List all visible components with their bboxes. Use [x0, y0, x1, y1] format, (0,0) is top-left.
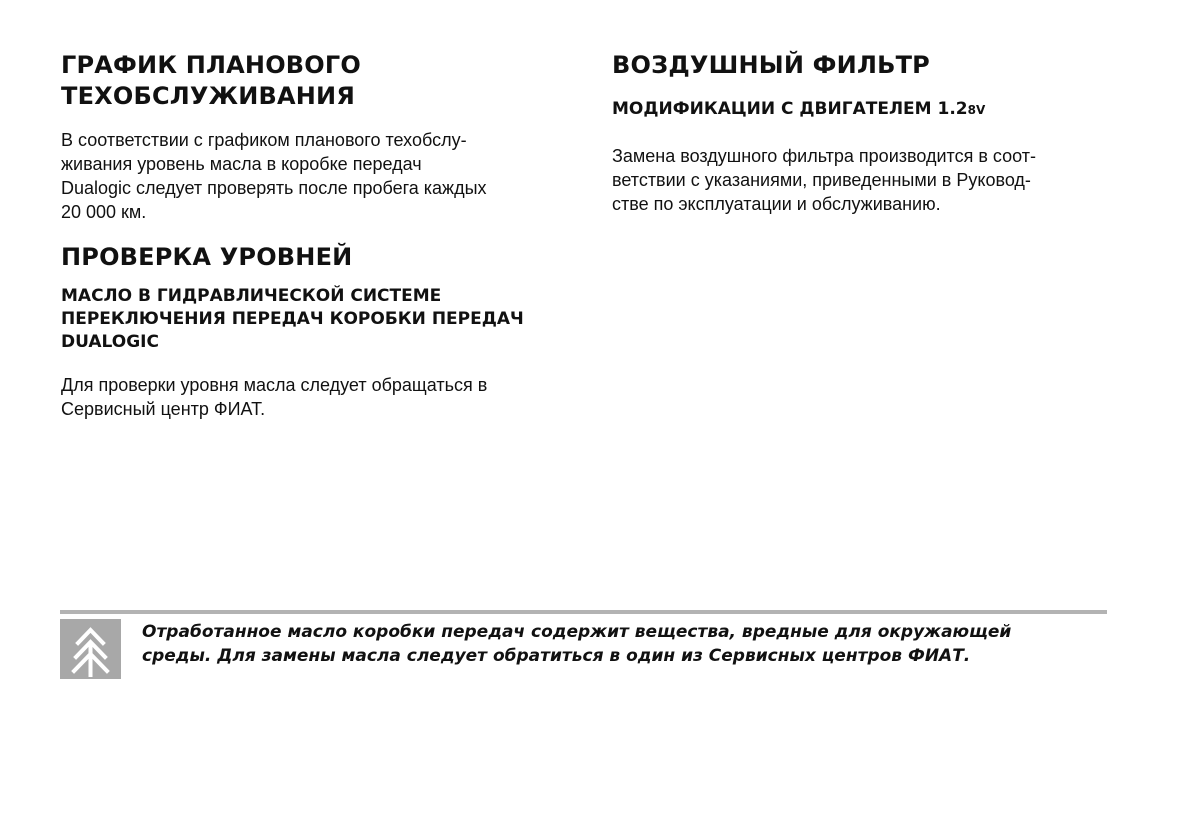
- level-check-paragraph: [61, 373, 561, 421]
- paragraph-line: В соответствии с графиком планового техобслу-: [61, 130, 467, 150]
- maintenance-schedule-heading: [61, 50, 561, 112]
- air-filter-heading: ВОЗДУШНЫЙ ФИЛЬТР: [612, 51, 930, 79]
- heading-line: ГРАФИК ПЛАНОВОГО: [61, 51, 361, 79]
- hydraulic-oil-subheading: [61, 285, 561, 354]
- level-check-heading: ПРОВЕРКА УРОВНЕЙ: [61, 243, 353, 271]
- maintenance-schedule-paragraph: [61, 128, 561, 224]
- subheading-text: МОДИФИКАЦИИ С ДВИГАТЕЛЕМ 1.2: [612, 99, 968, 119]
- paragraph-line: Сервисный центр ФИАТ.: [61, 399, 266, 419]
- engine-suffix: 8V: [967, 103, 986, 117]
- air-filter-paragraph: [612, 144, 1112, 216]
- warning-line: среды. Для замены масла следует обратиться в один из Сервисных центров ФИАТ.: [142, 646, 971, 666]
- paragraph-line: ветствии с указаниями, приведенными в Руковод-: [612, 170, 1031, 190]
- engine-modification-subheading: [612, 98, 1112, 122]
- paragraph-line: Dualogic следует проверять после пробега каждых: [61, 178, 487, 198]
- paragraph-line: стве по эксплуатации и обслуживанию.: [612, 194, 941, 214]
- subheading-line: ПЕРЕКЛЮЧЕНИЯ ПЕРЕДАЧ КОРОБКИ ПЕРЕДАЧ: [61, 309, 524, 329]
- heading-line: ТЕХОБСЛУЖИВАНИЯ: [61, 82, 355, 110]
- paragraph-line: Замена воздушного фильтра производится в соот-: [612, 146, 1036, 166]
- warning-line: Отработанное масло коробки передач содержит вещества, вредные для окружающей: [142, 622, 1012, 642]
- right-column: [612, 50, 1112, 216]
- note-divider: [60, 610, 1107, 614]
- subheading-line: DUALOGIC: [61, 332, 159, 352]
- environment-warning: [142, 620, 1102, 668]
- paragraph-line: Для проверки уровня масла следует обращаться в: [61, 375, 488, 395]
- paragraph-line: живания уровень масла в коробке передач: [61, 154, 422, 174]
- left-column: [61, 50, 561, 421]
- paragraph-line: 20 000 км.: [61, 202, 147, 222]
- subheading-line: МАСЛО В ГИДРАВЛИЧЕСКОЙ СИСТЕМЕ: [61, 286, 442, 306]
- recycle-tree-icon: [60, 619, 121, 679]
